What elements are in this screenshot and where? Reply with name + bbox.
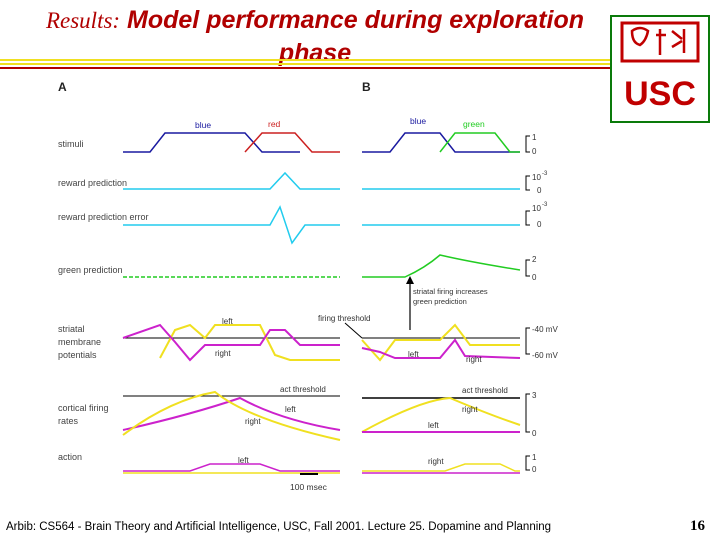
a-action-magenta — [123, 464, 340, 471]
scale-mv-40: -40 mV — [532, 325, 558, 334]
scale-rpe-top: 10 — [532, 204, 541, 213]
b-cortical-left: left — [428, 421, 439, 430]
firing-threshold-pointer — [345, 323, 362, 338]
a-cortical-right: right — [245, 417, 261, 426]
scale-ac-0: 0 — [532, 465, 537, 474]
scale-gp-0: 0 — [532, 273, 537, 282]
scale-gp-2: 2 — [532, 255, 537, 264]
row-striatal-1: striatal — [58, 324, 85, 334]
b-green-label: green — [463, 119, 485, 129]
row-cortical-2: rates — [58, 416, 79, 426]
row-striatal-2: membrane — [58, 337, 102, 347]
scale-rpe-exp: -3 — [542, 202, 548, 208]
scale-rp-exp: -3 — [542, 171, 548, 177]
panel-a-label: A — [58, 80, 67, 94]
a-red-label: red — [268, 119, 281, 129]
b-note-arrowhead — [406, 276, 414, 284]
firing-threshold-label: firing threshold — [318, 314, 371, 323]
a-action-left: left — [238, 456, 249, 465]
a-striatal-right: right — [215, 349, 231, 358]
scale-rp-top: 10 — [532, 173, 541, 182]
a-cortical-left: left — [285, 405, 296, 414]
scale-mv-60: -60 mV — [532, 351, 558, 360]
b-striatal-left: left — [408, 350, 419, 359]
scale-bar-label: 100 msec — [290, 482, 327, 492]
a-stim-blue-trace — [123, 133, 300, 152]
b-cortical-right: right — [462, 405, 478, 414]
b-blue-label: blue — [410, 116, 427, 126]
row-reward-prediction: reward prediction — [58, 178, 128, 188]
b-action-right: right — [428, 457, 444, 466]
scale-rpe-0: 0 — [537, 220, 542, 229]
row-action: action — [58, 452, 83, 462]
scale-ac-1: 1 — [532, 453, 537, 462]
scale-stim-0: 0 — [532, 147, 537, 156]
page-number: 16 — [690, 518, 705, 534]
b-green-pred-trace — [362, 255, 520, 277]
scale-brackets — [526, 136, 530, 470]
a-cortical-yellow — [123, 392, 340, 440]
b-striatal-magenta — [362, 340, 520, 358]
title-main-line2: phase — [278, 39, 352, 67]
scale-stim-1: 1 — [532, 133, 537, 142]
footer-text: Arbib: CS564 - Brain Theory and Artificial Intelligence, USC, Fall 2001. Lecture 25. Dopamine and Planning — [6, 521, 552, 533]
panel-b-label: B — [362, 80, 371, 94]
row-stimuli: stimuli — [58, 139, 84, 149]
row-striatal-3: potentials — [58, 350, 97, 360]
b-striatal-right: right — [466, 355, 482, 364]
a-striatal-magenta — [123, 325, 340, 360]
b-note-line2: green prediction — [413, 297, 467, 306]
a-striatal-left: left — [222, 317, 233, 326]
row-green-prediction: green prediction — [58, 265, 123, 275]
b-act-threshold-label: act threshold — [462, 386, 508, 395]
a-blue-label: blue — [195, 120, 212, 130]
a-rpe-trace — [123, 207, 340, 243]
a-act-threshold-label: act threshold — [280, 385, 326, 394]
logo-text: USC — [624, 75, 696, 113]
scale-cf-3: 3 — [532, 391, 537, 400]
a-striatal-yellow — [160, 325, 340, 360]
row-cortical-1: cortical firing — [58, 403, 109, 413]
title-main-line1: Model performance during exploration — [127, 6, 585, 34]
b-cortical-yellow — [362, 398, 520, 432]
scale-rp-0: 0 — [537, 186, 542, 195]
a-reward-pred-trace — [123, 173, 340, 189]
b-note-line1: striatal firing increases — [413, 287, 488, 296]
title-lead: Results: — [45, 8, 121, 33]
scale-cf-0: 0 — [532, 429, 537, 438]
row-reward-prediction-error: reward prediction error — [58, 212, 149, 222]
